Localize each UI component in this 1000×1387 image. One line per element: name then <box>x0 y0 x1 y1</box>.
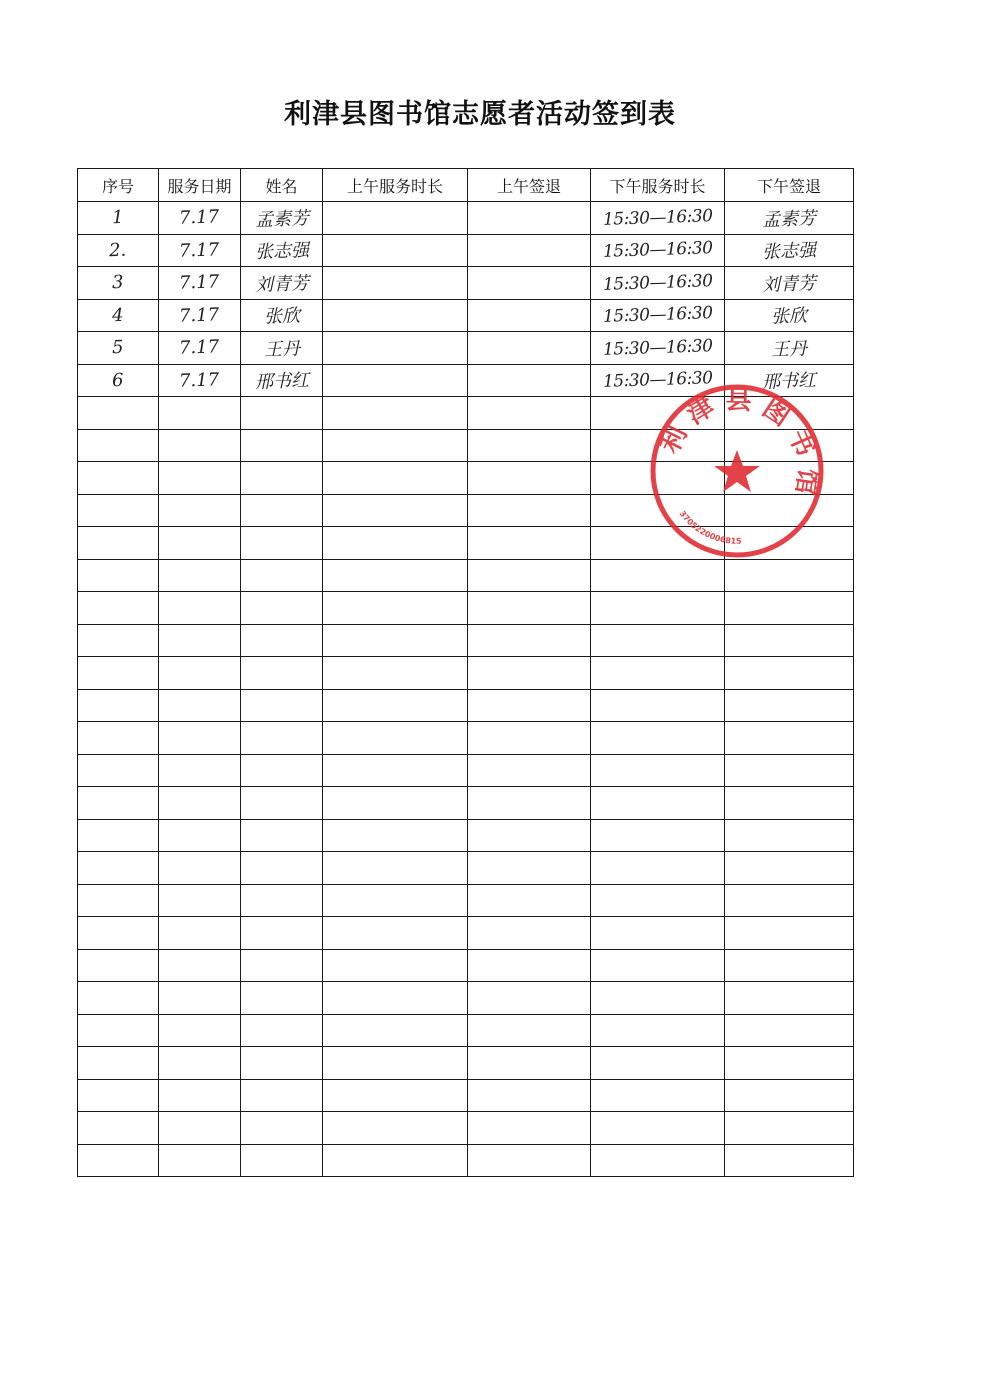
cell-pm-signout-text: 刘青芳 <box>761 272 817 296</box>
cell-date <box>159 202 241 235</box>
table-row-empty <box>78 462 854 495</box>
cell-pm-signout <box>725 852 854 885</box>
cell-pm-signout-text: 邢书红 <box>761 370 817 394</box>
cell-date <box>159 364 241 397</box>
cell-pm-duration <box>591 559 725 592</box>
cell-pm-signout <box>725 527 854 560</box>
cell-pm-signout-text: 张欣 <box>770 305 808 328</box>
cell-pm-duration-text: 15:30—16:30 <box>602 238 713 263</box>
cell-date <box>159 754 241 787</box>
cell-no <box>78 332 159 365</box>
header-date: 服务日期 <box>159 169 241 202</box>
table-row <box>78 332 854 365</box>
cell-date <box>159 592 241 625</box>
cell-no <box>78 397 159 430</box>
cell-name <box>241 884 323 917</box>
cell-pm-duration <box>591 462 725 495</box>
cell-date-text: 7.17 <box>179 336 220 359</box>
seal-text: 利 津 县 图 书 馆 <box>655 385 823 497</box>
header-name: 姓名 <box>241 169 323 202</box>
cell-name <box>241 1079 323 1112</box>
cell-pm-signout <box>725 494 854 527</box>
cell-no <box>78 299 159 332</box>
table-row-empty <box>78 657 854 690</box>
cell-am-duration <box>323 982 468 1015</box>
cell-am-duration <box>323 754 468 787</box>
header-am-duration: 上午服务时长 <box>323 169 468 202</box>
cell-date <box>159 982 241 1015</box>
cell-name-text: 王丹 <box>263 338 300 361</box>
cell-am-signout <box>468 429 591 462</box>
header-am-signout: 上午签退 <box>468 169 591 202</box>
cell-am-duration <box>323 1079 468 1112</box>
cell-no <box>78 1079 159 1112</box>
table-row-empty <box>78 754 854 787</box>
cell-date <box>159 884 241 917</box>
cell-no <box>78 429 159 462</box>
cell-am-duration <box>323 722 468 755</box>
cell-name-text: 孟素芳 <box>254 207 309 231</box>
cell-date <box>159 332 241 365</box>
cell-am-signout <box>468 267 591 300</box>
cell-pm-signout <box>725 884 854 917</box>
cell-am-signout <box>468 462 591 495</box>
cell-pm-signout <box>725 949 854 982</box>
cell-am-duration <box>323 462 468 495</box>
table-row-empty <box>78 592 854 625</box>
cell-pm-signout <box>725 462 854 495</box>
table-row-empty <box>78 949 854 982</box>
cell-date <box>159 462 241 495</box>
cell-am-duration <box>323 884 468 917</box>
cell-am-signout <box>468 1014 591 1047</box>
cell-name <box>241 1047 323 1080</box>
cell-am-signout <box>468 1112 591 1145</box>
cell-am-signout <box>468 234 591 267</box>
cell-am-duration <box>323 527 468 560</box>
cell-name <box>241 202 323 235</box>
cell-name-text: 张欣 <box>263 305 300 328</box>
table-row <box>78 364 854 397</box>
cell-pm-signout <box>725 1144 854 1177</box>
cell-date <box>159 787 241 820</box>
cell-no-text: 2. <box>109 239 127 262</box>
cell-date <box>159 429 241 462</box>
cell-am-duration <box>323 332 468 365</box>
cell-name <box>241 982 323 1015</box>
cell-date <box>159 819 241 852</box>
cell-name <box>241 689 323 722</box>
table-row <box>78 267 854 300</box>
table-row-empty <box>78 884 854 917</box>
cell-name-text: 刘青芳 <box>254 272 309 296</box>
table-row-empty <box>78 1047 854 1080</box>
sign-in-table <box>77 168 854 1177</box>
cell-am-duration <box>323 949 468 982</box>
table-row-empty <box>78 689 854 722</box>
cell-am-signout <box>468 397 591 430</box>
table-row <box>78 234 854 267</box>
cell-date-text: 7.17 <box>179 239 220 262</box>
cell-pm-duration <box>591 787 725 820</box>
cell-am-duration <box>323 689 468 722</box>
cell-pm-signout <box>725 332 854 365</box>
cell-am-signout <box>468 787 591 820</box>
cell-date <box>159 267 241 300</box>
cell-am-duration <box>323 397 468 430</box>
cell-no <box>78 462 159 495</box>
cell-name <box>241 917 323 950</box>
cell-no <box>78 364 159 397</box>
cell-no <box>78 787 159 820</box>
cell-name <box>241 364 323 397</box>
cell-name <box>241 494 323 527</box>
cell-pm-signout <box>725 364 854 397</box>
cell-am-signout <box>468 917 591 950</box>
header-no: 序号 <box>78 169 159 202</box>
cell-am-signout <box>468 689 591 722</box>
table-row-empty <box>78 1112 854 1145</box>
cell-date-text: 7.17 <box>179 304 220 327</box>
cell-pm-signout <box>725 787 854 820</box>
cell-am-signout <box>468 202 591 235</box>
table-row-empty <box>78 917 854 950</box>
cell-pm-signout <box>725 624 854 657</box>
cell-am-signout <box>468 592 591 625</box>
cell-no <box>78 884 159 917</box>
cell-pm-signout <box>725 592 854 625</box>
cell-date <box>159 1014 241 1047</box>
cell-pm-duration <box>591 1014 725 1047</box>
table-row-empty <box>78 559 854 592</box>
cell-am-duration <box>323 234 468 267</box>
cell-date <box>159 527 241 560</box>
cell-name <box>241 754 323 787</box>
cell-name <box>241 592 323 625</box>
cell-pm-duration <box>591 332 725 365</box>
cell-am-signout <box>468 1047 591 1080</box>
cell-name <box>241 819 323 852</box>
table-row <box>78 299 854 332</box>
cell-name <box>241 949 323 982</box>
cell-name <box>241 559 323 592</box>
cell-am-signout <box>468 1144 591 1177</box>
cell-no <box>78 689 159 722</box>
cell-date <box>159 1079 241 1112</box>
table-row-empty <box>78 819 854 852</box>
cell-name <box>241 462 323 495</box>
cell-am-signout <box>468 494 591 527</box>
cell-am-duration <box>323 657 468 690</box>
table-row-empty <box>78 722 854 755</box>
cell-pm-duration <box>591 1112 725 1145</box>
cell-name <box>241 722 323 755</box>
cell-pm-signout <box>725 559 854 592</box>
cell-date <box>159 559 241 592</box>
header-pm-duration: 下午服务时长 <box>591 169 725 202</box>
cell-am-signout <box>468 884 591 917</box>
cell-date <box>159 722 241 755</box>
cell-am-duration <box>323 494 468 527</box>
cell-pm-duration-text: 15:30—16:30 <box>602 205 713 230</box>
cell-pm-duration-text: 15:30—16:30 <box>602 335 713 360</box>
cell-no <box>78 592 159 625</box>
cell-pm-duration <box>591 494 725 527</box>
cell-pm-duration <box>591 267 725 300</box>
cell-pm-duration <box>591 527 725 560</box>
cell-name <box>241 397 323 430</box>
cell-pm-signout-text: 王丹 <box>770 338 808 361</box>
cell-pm-signout <box>725 657 854 690</box>
cell-am-duration <box>323 267 468 300</box>
cell-pm-signout <box>725 267 854 300</box>
cell-pm-duration <box>591 722 725 755</box>
cell-am-signout <box>468 754 591 787</box>
cell-name-text: 邢书红 <box>254 370 309 394</box>
cell-pm-signout <box>725 397 854 430</box>
cell-no-text: 5 <box>111 337 125 359</box>
cell-am-signout <box>468 819 591 852</box>
cell-am-signout <box>468 299 591 332</box>
cell-am-signout <box>468 657 591 690</box>
table-row-empty <box>78 397 854 430</box>
table-row-empty <box>78 624 854 657</box>
cell-pm-signout <box>725 429 854 462</box>
cell-am-duration <box>323 787 468 820</box>
cell-am-signout <box>468 982 591 1015</box>
cell-date <box>159 657 241 690</box>
cell-am-signout <box>468 1079 591 1112</box>
cell-no <box>78 624 159 657</box>
cell-pm-duration <box>591 364 725 397</box>
cell-date <box>159 494 241 527</box>
cell-pm-signout <box>725 917 854 950</box>
cell-am-duration <box>323 624 468 657</box>
cell-pm-signout <box>725 202 854 235</box>
cell-pm-duration <box>591 592 725 625</box>
cell-am-duration <box>323 592 468 625</box>
cell-am-signout <box>468 722 591 755</box>
cell-pm-signout <box>725 234 854 267</box>
cell-name <box>241 527 323 560</box>
cell-am-duration <box>323 1047 468 1080</box>
document-title: 利津县图书馆志愿者活动签到表 <box>284 99 676 130</box>
cell-name <box>241 852 323 885</box>
cell-date <box>159 949 241 982</box>
cell-pm-signout <box>725 1047 854 1080</box>
table-row-empty <box>78 852 854 885</box>
cell-pm-signout-text: 孟素芳 <box>761 207 817 231</box>
cell-date <box>159 1047 241 1080</box>
cell-pm-duration <box>591 884 725 917</box>
cell-name-text: 张志强 <box>254 240 309 264</box>
cell-pm-duration <box>591 234 725 267</box>
cell-date <box>159 689 241 722</box>
cell-am-signout <box>468 527 591 560</box>
cell-am-duration <box>323 559 468 592</box>
cell-no <box>78 234 159 267</box>
header-pm-signout: 下午签退 <box>725 169 854 202</box>
cell-pm-duration <box>591 429 725 462</box>
cell-date-text: 7.17 <box>179 369 220 392</box>
cell-date <box>159 1112 241 1145</box>
cell-no <box>78 1047 159 1080</box>
cell-am-duration <box>323 202 468 235</box>
cell-date <box>159 852 241 885</box>
cell-no <box>78 917 159 950</box>
cell-date-text: 7.17 <box>179 206 220 229</box>
cell-pm-signout <box>725 819 854 852</box>
cell-pm-duration <box>591 397 725 430</box>
cell-date <box>159 624 241 657</box>
cell-name <box>241 1144 323 1177</box>
cell-name <box>241 787 323 820</box>
cell-no <box>78 819 159 852</box>
table-row-empty <box>78 494 854 527</box>
cell-date <box>159 397 241 430</box>
cell-date <box>159 1144 241 1177</box>
cell-pm-duration-text: 15:30—16:30 <box>602 303 713 328</box>
cell-pm-duration-text: 15:30—16:30 <box>602 270 713 295</box>
table-row-empty <box>78 1144 854 1177</box>
cell-pm-signout <box>725 1014 854 1047</box>
cell-pm-signout <box>725 299 854 332</box>
cell-pm-duration <box>591 657 725 690</box>
table-row-empty <box>78 1079 854 1112</box>
cell-pm-duration <box>591 624 725 657</box>
cell-no-text: 4 <box>111 304 125 326</box>
cell-pm-duration <box>591 852 725 885</box>
cell-pm-duration <box>591 949 725 982</box>
cell-no-text: 6 <box>111 369 125 391</box>
cell-name <box>241 332 323 365</box>
cell-am-duration <box>323 1112 468 1145</box>
cell-no <box>78 527 159 560</box>
cell-pm-duration <box>591 819 725 852</box>
cell-no <box>78 852 159 885</box>
cell-no <box>78 1144 159 1177</box>
cell-am-signout <box>468 624 591 657</box>
cell-name <box>241 1112 323 1145</box>
cell-pm-signout <box>725 722 854 755</box>
cell-no-text: 3 <box>111 272 125 294</box>
cell-no <box>78 754 159 787</box>
cell-am-signout <box>468 949 591 982</box>
cell-date <box>159 917 241 950</box>
cell-am-duration <box>323 819 468 852</box>
cell-pm-duration <box>591 1047 725 1080</box>
cell-pm-duration <box>591 754 725 787</box>
table-row-empty <box>78 527 854 560</box>
cell-date <box>159 299 241 332</box>
cell-name <box>241 1014 323 1047</box>
cell-am-duration <box>323 917 468 950</box>
cell-pm-signout <box>725 1112 854 1145</box>
cell-pm-duration <box>591 1144 725 1177</box>
cell-pm-signout <box>725 689 854 722</box>
cell-pm-duration <box>591 689 725 722</box>
cell-no <box>78 494 159 527</box>
cell-no <box>78 1112 159 1145</box>
cell-pm-duration <box>591 202 725 235</box>
cell-name <box>241 657 323 690</box>
cell-pm-duration <box>591 1079 725 1112</box>
cell-pm-signout <box>725 982 854 1015</box>
cell-no-text: 1 <box>111 207 125 229</box>
cell-pm-duration <box>591 299 725 332</box>
table-row-empty <box>78 1014 854 1047</box>
table-body <box>78 202 854 1177</box>
cell-name <box>241 429 323 462</box>
cell-name <box>241 299 323 332</box>
cell-no <box>78 1014 159 1047</box>
cell-am-duration <box>323 1144 468 1177</box>
cell-pm-duration-text: 15:30—16:30 <box>602 368 713 393</box>
table-row <box>78 202 854 235</box>
cell-am-signout <box>468 364 591 397</box>
cell-am-duration <box>323 429 468 462</box>
table-row-empty <box>78 787 854 820</box>
cell-pm-duration <box>591 982 725 1015</box>
cell-no <box>78 982 159 1015</box>
cell-am-signout <box>468 852 591 885</box>
cell-am-duration <box>323 299 468 332</box>
cell-no <box>78 559 159 592</box>
cell-date <box>159 234 241 267</box>
seal-code: 3705220006815 <box>677 509 742 546</box>
cell-pm-duration <box>591 917 725 950</box>
table-row-empty <box>78 429 854 462</box>
cell-name <box>241 624 323 657</box>
cell-name <box>241 267 323 300</box>
cell-pm-signout <box>725 1079 854 1112</box>
cell-am-duration <box>323 364 468 397</box>
cell-no <box>78 949 159 982</box>
cell-am-signout <box>468 332 591 365</box>
cell-am-duration <box>323 1014 468 1047</box>
table-header-row <box>78 169 854 202</box>
cell-am-signout <box>468 559 591 592</box>
cell-no <box>78 202 159 235</box>
cell-no <box>78 722 159 755</box>
table-row-empty <box>78 982 854 1015</box>
cell-pm-signout <box>725 754 854 787</box>
cell-no <box>78 657 159 690</box>
cell-date-text: 7.17 <box>179 271 220 294</box>
cell-no <box>78 267 159 300</box>
cell-pm-signout-text: 张志强 <box>761 240 817 264</box>
cell-name <box>241 234 323 267</box>
cell-am-duration <box>323 852 468 885</box>
